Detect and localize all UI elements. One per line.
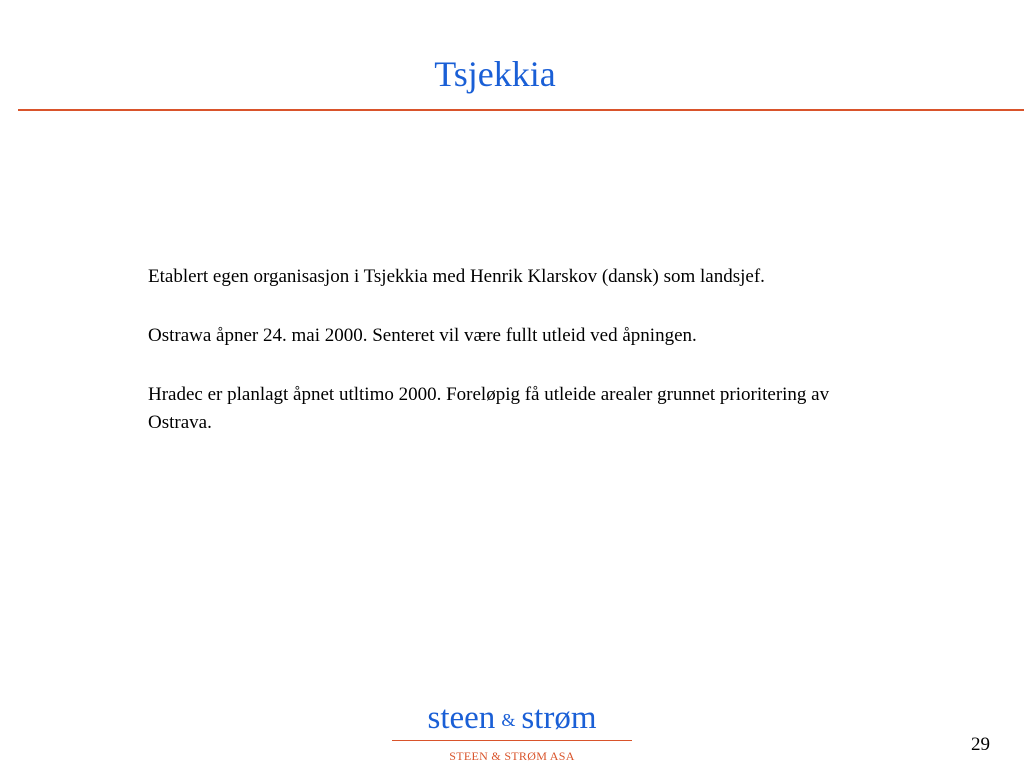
slide-title: Tsjekkia: [434, 54, 556, 94]
slide-body: [148, 263, 848, 468]
page-number: 29: [971, 734, 990, 755]
paragraph-organisation: Etablert egen organisasjon i Tsjekkia med Henrik Klarskov (dansk) som landsjef.: [148, 266, 765, 287]
paragraph-hradec: Hradec er planlagt åpnet utltimo 2000. Foreløpig få utleide arealer grunnet prioritering av Ostrava.: [148, 384, 830, 433]
title-divider: [18, 109, 1024, 111]
company-logo: [392, 698, 632, 740]
logo-word-strom: strøm: [521, 700, 597, 736]
logo-word-steen: steen: [427, 700, 496, 736]
logo-divider: [392, 740, 632, 741]
logo-ampersand: &: [501, 710, 516, 730]
company-name: STEEN & STRØM ASA: [449, 749, 575, 763]
paragraph-ostrawa: Ostrawa åpner 24. mai 2000. Senteret vil være fullt utleid ved åpningen.: [148, 325, 697, 346]
